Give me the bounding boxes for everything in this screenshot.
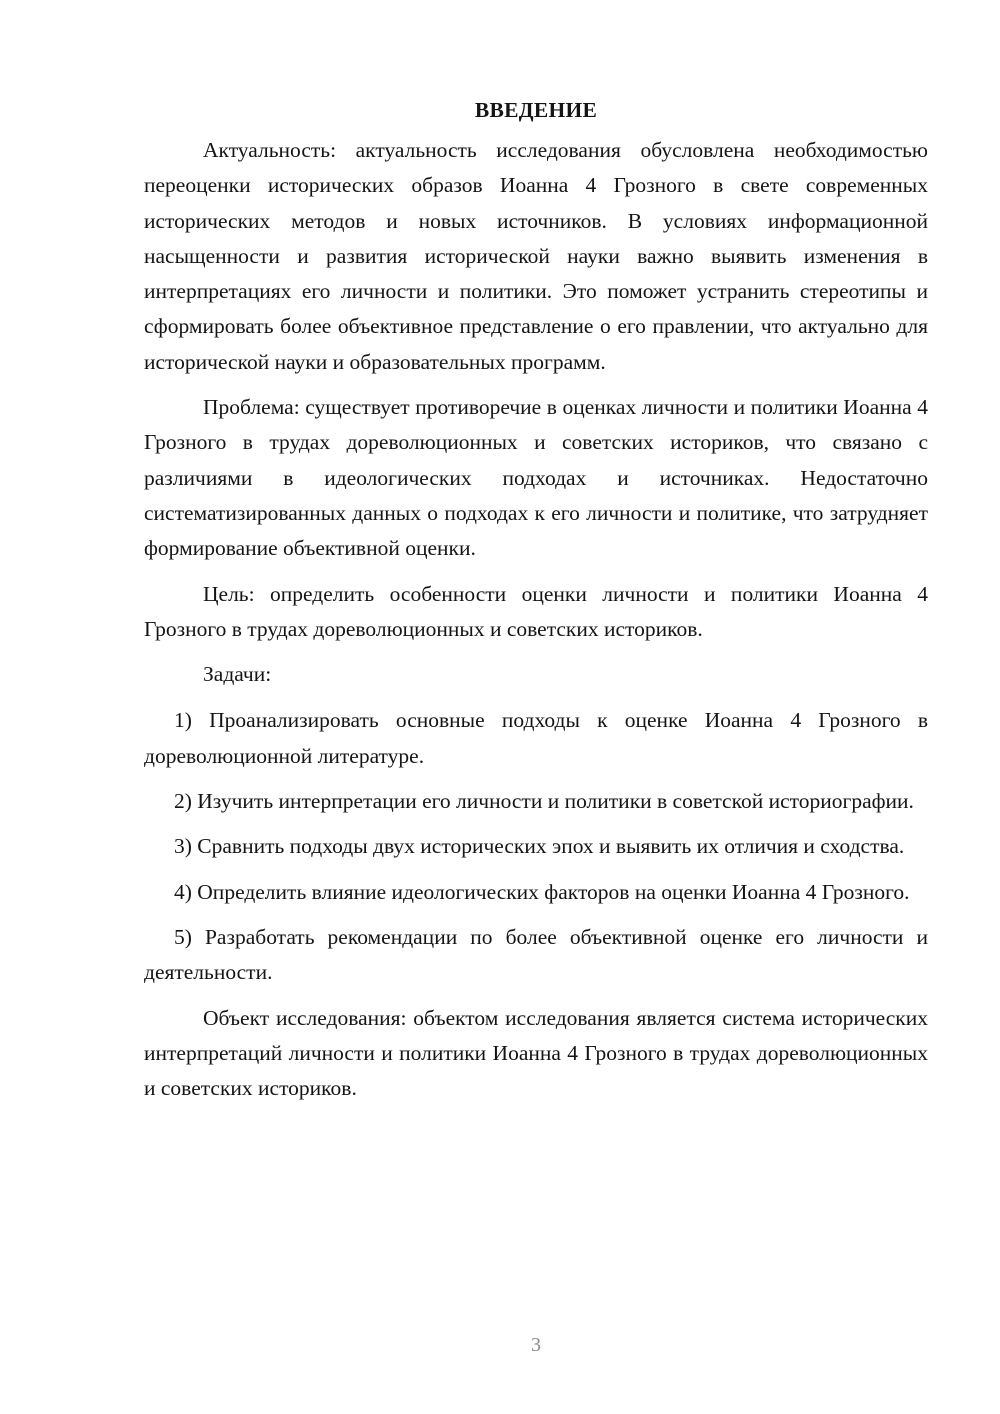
goal-paragraph: Цель: определить особенности оценки личности и политики Иоанна 4 Грозного в трудах дореволюционных и советских историков.: [144, 581, 928, 641]
page-number: 3: [531, 1334, 541, 1356]
object-paragraph: Объект исследования: объектом исследования является система исторических интерпретаций личности и политики Иоанна 4 Грозного в трудах дореволюционных и советских историков.: [144, 1005, 928, 1101]
page-content: [144, 93, 928, 1116]
problem-paragraph: Проблема: существует противоречие в оценках личности и политики Иоанна 4 Грозного в трудах дореволюционных и советских историков, что связано с различиями в идеологических подходах и источниках. Недостаточно систематизированных данных о подходах к его личности и политике, что затрудняет формирование объективной оценки.: [144, 395, 928, 561]
tasks-heading: Задачи:: [203, 662, 272, 687]
task-item: 2) Изучить интерпретации его личности и политики в советской историографии.: [174, 789, 914, 814]
task-item: 1) Проанализировать основные подходы к оценке Иоанна 4 Грозного в дореволюционной литературе.: [144, 708, 928, 768]
task-item: 5) Разработать рекомендации по более объективной оценке его личности и деятельности.: [144, 924, 928, 985]
section-title: ВВЕДЕНИЕ: [474, 98, 598, 122]
relevance-paragraph: Актуальность: актуальность исследования обусловлена необходимостью переоценки исторических образов Иоанна 4 Грозного в свете современных исторических методов и новых источников. В условиях информационной насыщенности и развития исторической науки важно выявить изменения в интерпретациях его личности и политики. Это поможет устранить стереотипы и сформировать более объективное представление о его правлении, что актуально для исторической науки и образовательных программ.: [144, 138, 928, 374]
task-list: [144, 703, 928, 990]
task-item: 3) Сравнить подходы двух исторических эпох и выявить их отличия и сходства.: [174, 834, 905, 859]
task-item: 4) Определить влияние идеологических факторов на оценки Иоанна 4 Грозного.: [174, 879, 910, 904]
